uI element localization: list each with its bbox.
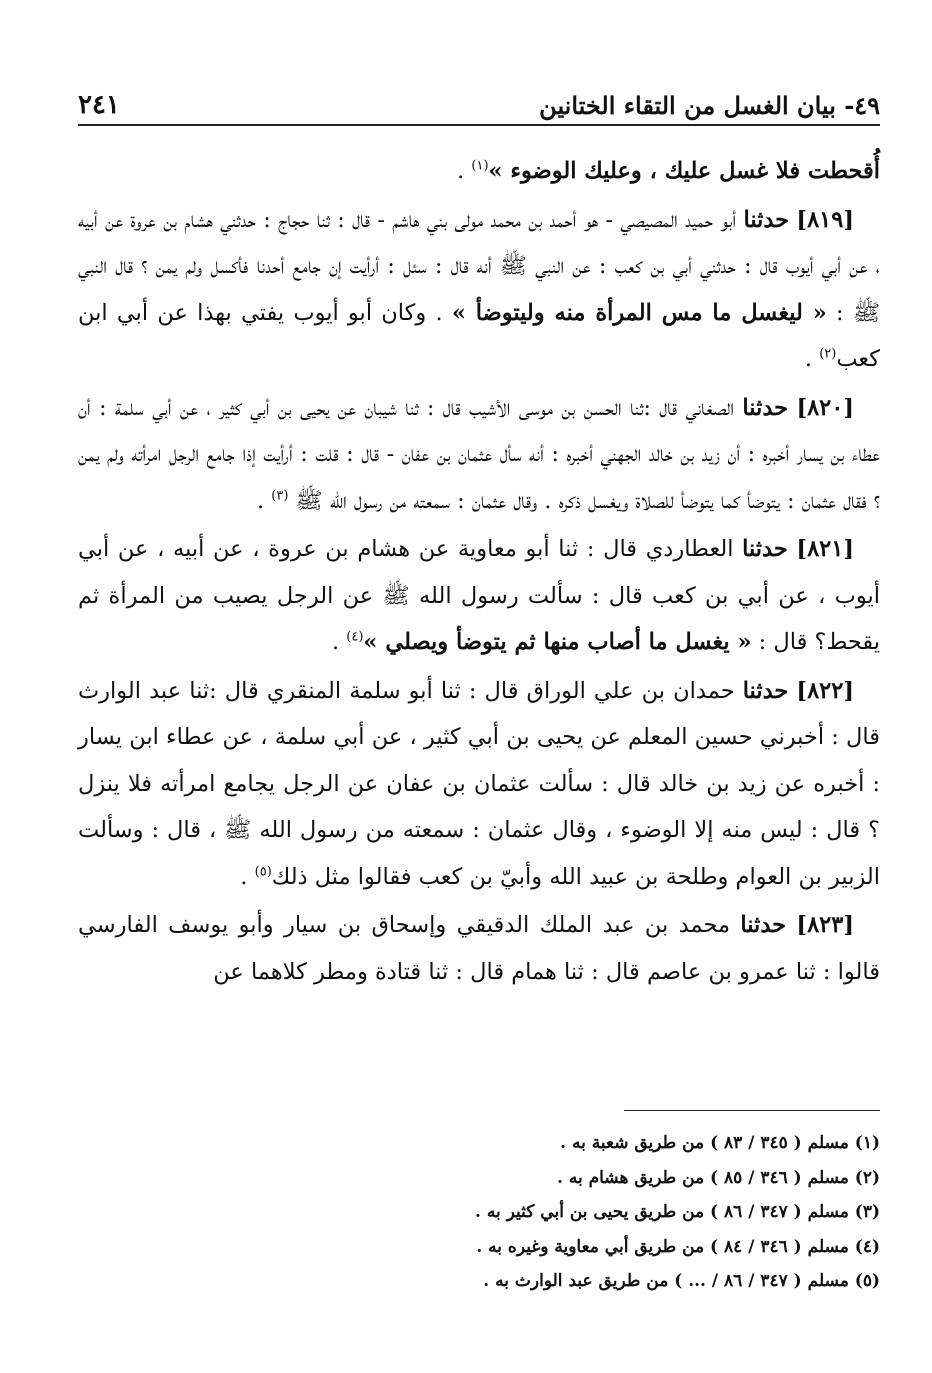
hadith-lead: حدثنا: [742, 677, 789, 704]
hadith-820: [78, 385, 880, 525]
hadith-822: [78, 668, 880, 901]
paragraph-end: .: [256, 487, 272, 514]
footnote-separator: [624, 1110, 880, 1111]
footnote-2: (٢) مسلم ( ٣٤٦ / ٨٥ ) من طريق هشام به .: [557, 1167, 880, 1188]
hadith-number: [٨٢١]: [796, 536, 854, 562]
hadith-lead: حدثنا: [740, 912, 787, 938]
paragraph-end: .: [804, 346, 820, 372]
running-header: [78, 80, 880, 126]
quote-text: « ليغسل ما مس المرأة منه وليتوضأ »: [451, 299, 827, 326]
paragraph-continuation: [78, 148, 880, 195]
footnote-3: (٣) مسلم ( ٣٤٧ / ٨٦ ) من طريق يحيى بن أبي كثير به .: [475, 1202, 880, 1222]
quote-text: « يغسل ما أصاب منها ثم يتوضأ ويصلي »: [363, 629, 752, 655]
footnote-ref: (٤): [346, 629, 364, 645]
footnote-ref: (١): [471, 158, 489, 174]
paragraph-end: .: [331, 629, 347, 655]
footnote-ref: (٥): [254, 864, 272, 879]
footnote-5: (٥) مسلم ( ٣٤٧ / ٨٦ / ... ) من طريق عبد الوارث به .: [483, 1271, 880, 1291]
hadith-821: [78, 526, 880, 666]
footnote-ref: (٣): [271, 488, 289, 503]
footnote-4: (٤) مسلم ( ٣٤٦ / ٨٤ ) من طريق أبي معاوية وغيره به .: [476, 1236, 880, 1257]
hadith-number: [٨١٩]: [796, 206, 854, 233]
hadith-lead: حدثنا: [742, 394, 789, 421]
hadith-lead: حدثنا: [743, 206, 790, 233]
hadith-number: [٨٢٠]: [796, 394, 855, 421]
hadith-text: العطاردي قال : ثنا أبو معاوية عن هشام بن عروة ، عن أبيه ، عن أبي أيوب ، عن أبي بن كعب قال : سألت رسول الله ﷺ عن الرجل يصيب من المرأة ثم يقحط؟ قال :: [78, 536, 880, 655]
footnote-1: (١) مسلم ( ٣٤٥ / ٨٣ ) من طريق شعبة به .: [560, 1133, 880, 1153]
page-number: ٢٤١: [78, 90, 120, 120]
paragraph-end: .: [457, 158, 472, 184]
hadith-lead: حدثنا: [742, 536, 788, 562]
hadith-text-cont: . وكان أبو أيوب يفتي بهذا عن أبي ابن كعب: [78, 299, 880, 372]
hadith-text: محمد بن عبد الملك الدقيقي وإسحاق بن سيار وأبو يوسف الفارسي قالوا : ثنا عمرو بن عاصم قال : ثنا همام قال : ثنا قتادة ومطر كلاهما عن: [78, 912, 880, 985]
quote-text: أُقحطت فلا غسل عليك ، وعليك الوضوء »: [488, 158, 880, 184]
hadith-number: [٨٢٣]: [796, 912, 854, 938]
paragraph-end: .: [240, 863, 255, 890]
footnote-ref: (٢): [819, 346, 837, 362]
hadith-text: أبو حميد المصيصي - هو أحمد بن محمد مولى بني هاشم - قال : ثنا حجاج : حدثني هشام بن عروة عن أبيه ، عن أبي أيوب قال : حدثني أبي بن كعب : عن النبي ﷺ أنه قال : سئل : أرأيت إن جامع أحدنا فأكسل ولم يمن ؟ قال النبي ﷺ :: [78, 206, 880, 326]
main-text: [78, 148, 880, 997]
hadith-819: [78, 197, 880, 383]
hadith-text: الصغاني قال :ثنا الحسن بن موسى الأشيب قال : ثنا شيبان عن يحيى بن أبي كثير ، عن أبي سلمة : أن عطاء بن يسار أخبره : أن زيد بن خالد الجهني أخبره : أنه سأل عثمان بن عفان - قال : قلت : أرأيت إذا جامع الرجل امرأته ولم يمن ؟ فقال عثمان : يتوضأ كما يتوضأ للصلاة ويغسل ذكره . وقال عثمان : سمعته من رسول الله ﷺ: [78, 394, 880, 514]
hadith-text: حمدان بن علي الوراق قال : ثنا أبو سلمة المنقري قال :ثنا عبد الوارث قال : أخبرني حسين المعلم عن يحيى بن أبي كثير ، عن أبي سلمة ، عن عطاء ابن يسار : أخبره عن زيد بن خالد قال : سألت عثمان بن عفان عن الرجل يجامع امرأته فلا ينزل ؟ قال : ليس منه إلا الوضوء ، وقال عثمان : سمعته من رسول الله ﷺ ، قال : وسألت الزبير بن العوام وطلحة بن عبيد الله وأبيّ بن كعب فقالوا مثل ذلك: [78, 677, 880, 890]
hadith-823: [78, 902, 880, 995]
hadith-number: [٨٢٢]: [796, 677, 854, 704]
chapter-title: ٤٩- بيان الغسل من التقاء الختانين: [539, 91, 880, 120]
footnotes: [78, 1126, 880, 1299]
